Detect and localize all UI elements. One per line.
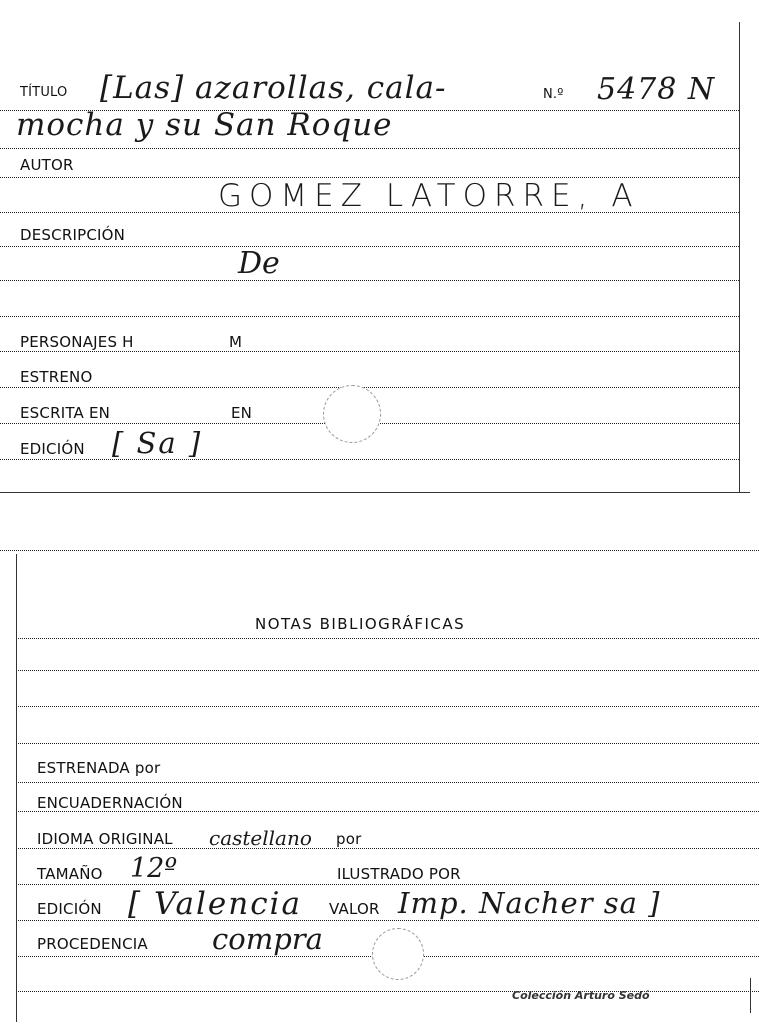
- titulo-value-line2: mocha y su San Roque: [16, 107, 393, 143]
- numero-label: N.º: [543, 87, 564, 102]
- card-bottom-edge: [0, 492, 750, 493]
- titulo-label: TÍTULO: [20, 85, 68, 100]
- card-right-edge-fragment: [750, 978, 751, 1013]
- idioma-value: castellano: [209, 826, 312, 850]
- procedencia-label: PROCEDENCIA: [37, 935, 148, 953]
- edicion-label: EDICIÓN: [20, 440, 85, 458]
- autor-value: GOMEZ LATORRE, A: [218, 178, 640, 214]
- valor-value: Imp. Nacher sa ]: [398, 886, 661, 920]
- collection-footer: Colección Arturo Sedó: [512, 989, 650, 1002]
- card-right-edge: [739, 22, 740, 492]
- en-label: EN: [231, 404, 253, 422]
- punch-hole: [323, 385, 381, 443]
- edicion-back-value: [ Valencia: [128, 886, 302, 922]
- edicion-back-label: EDICIÓN: [37, 900, 102, 918]
- personajes-m-label: M: [229, 333, 243, 351]
- notas-heading: NOTAS BIBLIOGRÁFICAS: [255, 615, 466, 633]
- catalog-card-front: [0, 0, 759, 495]
- idioma-por-label: por: [336, 830, 362, 848]
- punch-hole: [372, 928, 424, 980]
- valor-label: VALOR: [329, 900, 380, 918]
- idioma-original-label: IDIOMA ORIGINAL: [37, 830, 173, 848]
- descripcion-value: De: [238, 246, 280, 281]
- procedencia-value: compra: [212, 922, 323, 956]
- encuadernacion-label: ENCUADERNACIÓN: [37, 794, 183, 812]
- estreno-label: ESTRENO: [20, 368, 93, 386]
- autor-label: AUTOR: [20, 156, 74, 174]
- card-left-edge: [16, 554, 17, 1022]
- edicion-value: [ Sa ]: [112, 426, 203, 460]
- catalog-card-back: [0, 548, 759, 1028]
- tamano-value: 12º: [130, 853, 178, 884]
- descripcion-label: DESCRIPCIÓN: [20, 226, 126, 244]
- numero-value: 5478 N: [597, 72, 716, 107]
- escrita-en-label: ESCRITA EN: [20, 404, 111, 422]
- titulo-value-line1: [Las] azarollas, cala-: [100, 70, 447, 106]
- estrenada-label: ESTRENADA por: [37, 759, 161, 777]
- tamano-label: TAMAÑO: [37, 865, 103, 883]
- ilustrado-por-label: ILUSTRADO POR: [337, 865, 461, 883]
- personajes-h-label: PERSONAJES H: [20, 333, 134, 351]
